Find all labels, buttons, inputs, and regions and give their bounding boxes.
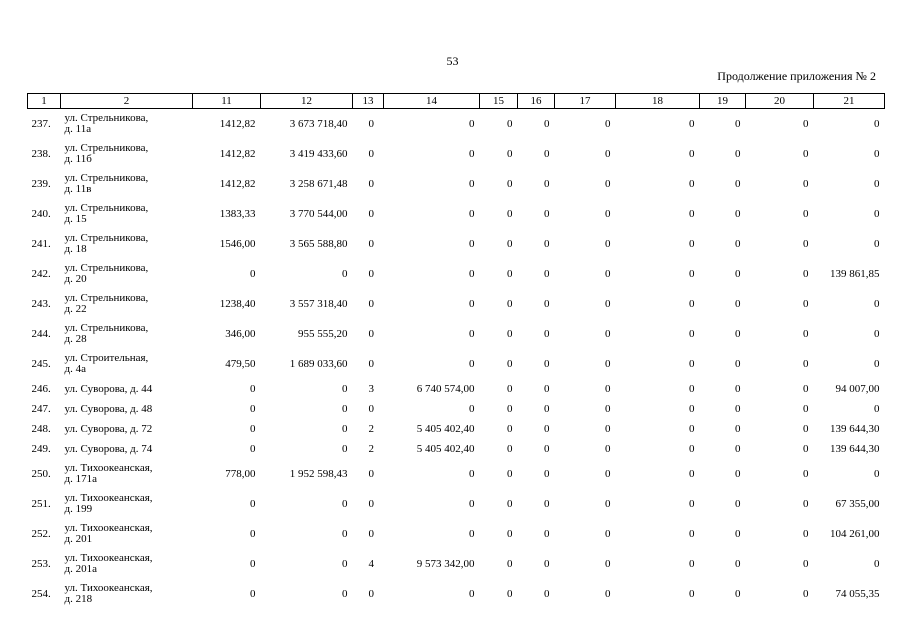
column-header: 20 (746, 94, 814, 109)
address-cell: ул. Стрельникова, д. 18 (64, 232, 149, 255)
table-row (28, 139, 885, 169)
cell-col-11: 1383,33 (219, 207, 256, 220)
table-row (28, 349, 885, 379)
table-row (28, 199, 885, 229)
cell-col-15: 0 (507, 117, 513, 130)
cell-col-15: 0 (507, 497, 513, 510)
header-row (28, 94, 885, 109)
cell-col-11: 0 (250, 557, 256, 570)
cell-col-21: 139 644,30 (830, 442, 880, 455)
cell-col-12: 0 (342, 527, 348, 540)
row-number: 252. (31, 527, 51, 540)
cell-col-14: 0 (469, 467, 475, 480)
cell-col-19: 0 (735, 402, 741, 415)
cell-col-21: 0 (874, 237, 880, 250)
cell-col-11: 1412,82 (219, 177, 256, 190)
cell-col-20: 0 (803, 442, 809, 455)
address-cell: ул. Суворова, д. 48 (64, 402, 153, 415)
row-number: 247. (31, 402, 51, 415)
cell-col-21: 0 (874, 357, 880, 370)
cell-col-13: 0 (368, 402, 374, 415)
address-cell: ул. Суворова, д. 72 (64, 422, 153, 435)
cell-col-15: 0 (507, 207, 513, 220)
row-number: 244. (31, 327, 51, 340)
cell-col-13: 0 (368, 587, 374, 600)
cell-col-21: 0 (874, 147, 880, 160)
row-number: 248. (31, 422, 51, 435)
cell-col-15: 0 (507, 357, 513, 370)
cell-col-13: 0 (368, 177, 374, 190)
cell-col-11: 0 (250, 527, 256, 540)
cell-col-14: 0 (469, 497, 475, 510)
cell-col-15: 0 (507, 402, 513, 415)
cell-col-17: 0 (605, 382, 611, 395)
cell-col-19: 0 (735, 557, 741, 570)
cell-col-18: 0 (689, 557, 695, 570)
cell-col-12: 1 689 033,60 (289, 357, 348, 370)
cell-col-21: 0 (874, 297, 880, 310)
cell-col-16: 0 (544, 117, 550, 130)
column-header: 16 (518, 94, 555, 109)
cell-col-21: 0 (874, 207, 880, 220)
cell-col-14: 0 (469, 587, 475, 600)
cell-col-15: 0 (507, 557, 513, 570)
row-number: 240. (31, 207, 51, 220)
cell-col-19: 0 (735, 382, 741, 395)
column-header: 2 (61, 94, 193, 109)
cell-col-11: 0 (250, 587, 256, 600)
cell-col-16: 0 (544, 297, 550, 310)
address-cell: ул. Тихоокеанская, д. 171а (64, 462, 153, 485)
cell-col-21: 139 861,85 (830, 267, 880, 280)
cell-col-14: 0 (469, 237, 475, 250)
cell-col-12: 0 (342, 587, 348, 600)
address-cell: ул. Тихоокеанская, д. 201а (64, 552, 153, 575)
cell-col-14: 0 (469, 402, 475, 415)
cell-col-19: 0 (735, 467, 741, 480)
cell-col-12: 0 (342, 382, 348, 395)
row-number: 243. (31, 297, 51, 310)
cell-col-16: 0 (544, 467, 550, 480)
cell-col-21: 0 (874, 327, 880, 340)
cell-col-18: 0 (689, 402, 695, 415)
cell-col-15: 0 (507, 267, 513, 280)
cell-col-19: 0 (735, 147, 741, 160)
address-cell: ул. Стрельникова, д. 11в (64, 172, 149, 195)
row-number: 251. (31, 497, 51, 510)
cell-col-16: 0 (544, 527, 550, 540)
cell-col-14: 0 (469, 117, 475, 130)
cell-col-20: 0 (803, 497, 809, 510)
table-row (28, 379, 885, 399)
cell-col-13: 0 (368, 297, 374, 310)
table-row (28, 439, 885, 459)
cell-col-20: 0 (803, 382, 809, 395)
table-body (28, 109, 885, 610)
cell-col-16: 0 (544, 177, 550, 190)
table-row (28, 319, 885, 349)
cell-col-19: 0 (735, 442, 741, 455)
cell-col-17: 0 (605, 467, 611, 480)
cell-col-16: 0 (544, 147, 550, 160)
cell-col-15: 0 (507, 147, 513, 160)
cell-col-11: 0 (250, 442, 256, 455)
cell-col-19: 0 (735, 357, 741, 370)
cell-col-18: 0 (689, 422, 695, 435)
cell-col-17: 0 (605, 527, 611, 540)
row-number: 242. (31, 267, 51, 280)
cell-col-12: 955 555,20 (298, 327, 348, 340)
cell-col-17: 0 (605, 402, 611, 415)
cell-col-14: 0 (469, 357, 475, 370)
cell-col-18: 0 (689, 497, 695, 510)
cell-col-20: 0 (803, 327, 809, 340)
cell-col-18: 0 (689, 237, 695, 250)
cell-col-12: 3 673 718,40 (289, 117, 348, 130)
cell-col-15: 0 (507, 467, 513, 480)
cell-col-15: 0 (507, 177, 513, 190)
address-cell: ул. Стрельникова, д. 22 (64, 292, 149, 315)
row-number: 245. (31, 357, 51, 370)
table-row (28, 489, 885, 519)
cell-col-17: 0 (605, 147, 611, 160)
cell-col-17: 0 (605, 587, 611, 600)
cell-col-14: 9 573 342,00 (416, 557, 475, 570)
cell-col-17: 0 (605, 327, 611, 340)
cell-col-20: 0 (803, 297, 809, 310)
cell-col-13: 2 (368, 422, 374, 435)
cell-col-13: 0 (368, 147, 374, 160)
table-row (28, 109, 885, 140)
address-cell: ул. Стрельникова, д. 11а (64, 112, 149, 135)
column-header: 18 (616, 94, 700, 109)
cell-col-13: 0 (368, 357, 374, 370)
column-header: 12 (261, 94, 353, 109)
cell-col-16: 0 (544, 587, 550, 600)
cell-col-20: 0 (803, 357, 809, 370)
cell-col-16: 0 (544, 327, 550, 340)
address-cell: ул. Тихоокеанская, д. 199 (64, 492, 153, 515)
table-row (28, 399, 885, 419)
cell-col-14: 0 (469, 147, 475, 160)
cell-col-16: 0 (544, 442, 550, 455)
cell-col-17: 0 (605, 357, 611, 370)
cell-col-13: 0 (368, 497, 374, 510)
cell-col-15: 0 (507, 422, 513, 435)
cell-col-20: 0 (803, 587, 809, 600)
column-header: 17 (555, 94, 616, 109)
cell-col-20: 0 (803, 117, 809, 130)
cell-col-12: 0 (342, 402, 348, 415)
cell-col-16: 0 (544, 557, 550, 570)
table-row (28, 229, 885, 259)
cell-col-17: 0 (605, 422, 611, 435)
column-header: 14 (384, 94, 480, 109)
table-row (28, 459, 885, 489)
cell-col-12: 1 952 598,43 (289, 467, 348, 480)
cell-col-14: 6 740 574,00 (416, 382, 475, 395)
cell-col-13: 0 (368, 237, 374, 250)
cell-col-21: 0 (874, 177, 880, 190)
row-number: 239. (31, 177, 51, 190)
address-cell: ул. Стрельникова, д. 28 (64, 322, 149, 345)
cell-col-15: 0 (507, 327, 513, 340)
cell-col-12: 3 770 544,00 (289, 207, 348, 220)
cell-col-21: 139 644,30 (830, 422, 880, 435)
cell-col-19: 0 (735, 327, 741, 340)
column-header: 11 (193, 94, 261, 109)
table-row (28, 579, 885, 609)
row-number: 250. (31, 467, 51, 480)
cell-col-17: 0 (605, 117, 611, 130)
cell-col-12: 3 258 671,48 (289, 177, 348, 190)
cell-col-14: 0 (469, 177, 475, 190)
address-cell: ул. Строительная, д. 4а (64, 352, 149, 375)
cell-col-18: 0 (689, 267, 695, 280)
address-cell: ул. Тихоокеанская, д. 201 (64, 522, 153, 545)
cell-col-14: 5 405 402,40 (416, 442, 475, 455)
row-number: 253. (31, 557, 51, 570)
cell-col-13: 0 (368, 267, 374, 280)
cell-col-20: 0 (803, 557, 809, 570)
column-header: 15 (480, 94, 518, 109)
cell-col-21: 0 (874, 557, 880, 570)
cell-col-20: 0 (803, 147, 809, 160)
address-cell: ул. Стрельникова, д. 20 (64, 262, 149, 285)
table-row (28, 549, 885, 579)
row-number: 237. (31, 117, 51, 130)
cell-col-18: 0 (689, 117, 695, 130)
cell-col-13: 2 (368, 442, 374, 455)
cell-col-18: 0 (689, 147, 695, 160)
cell-col-11: 778,00 (225, 467, 256, 480)
cell-col-11: 0 (250, 267, 256, 280)
cell-col-11: 1412,82 (219, 147, 256, 160)
cell-col-21: 0 (874, 467, 880, 480)
cell-col-11: 0 (250, 422, 256, 435)
cell-col-17: 0 (605, 497, 611, 510)
column-header: 21 (814, 94, 885, 109)
column-header: 19 (700, 94, 746, 109)
cell-col-14: 5 405 402,40 (416, 422, 475, 435)
cell-col-18: 0 (689, 207, 695, 220)
cell-col-17: 0 (605, 557, 611, 570)
table-row (28, 519, 885, 549)
cell-col-13: 0 (368, 527, 374, 540)
address-cell: ул. Суворова, д. 44 (64, 382, 153, 395)
cell-col-15: 0 (507, 237, 513, 250)
cell-col-21: 104 261,00 (830, 527, 880, 540)
cell-col-13: 4 (368, 557, 374, 570)
cell-col-17: 0 (605, 207, 611, 220)
row-number: 254. (31, 587, 51, 600)
column-header: 13 (353, 94, 384, 109)
row-number: 241. (31, 237, 51, 250)
cell-col-14: 0 (469, 297, 475, 310)
cell-col-15: 0 (507, 527, 513, 540)
cell-col-17: 0 (605, 297, 611, 310)
cell-col-12: 3 557 318,40 (289, 297, 348, 310)
cell-col-18: 0 (689, 357, 695, 370)
cell-col-18: 0 (689, 327, 695, 340)
cell-col-21: 67 355,00 (835, 497, 880, 510)
cell-col-21: 0 (874, 402, 880, 415)
cell-col-12: 0 (342, 422, 348, 435)
cell-col-12: 0 (342, 442, 348, 455)
cell-col-17: 0 (605, 442, 611, 455)
cell-col-16: 0 (544, 267, 550, 280)
cell-col-15: 0 (507, 442, 513, 455)
cell-col-14: 0 (469, 207, 475, 220)
cell-col-13: 0 (368, 327, 374, 340)
cell-col-19: 0 (735, 422, 741, 435)
cell-col-16: 0 (544, 357, 550, 370)
table-row (28, 419, 885, 439)
cell-col-11: 0 (250, 497, 256, 510)
cell-col-17: 0 (605, 237, 611, 250)
address-cell: ул. Стрельникова, д. 15 (64, 202, 149, 225)
cell-col-16: 0 (544, 382, 550, 395)
cell-col-19: 0 (735, 117, 741, 130)
cell-col-20: 0 (803, 422, 809, 435)
cell-col-12: 3 565 588,80 (289, 237, 348, 250)
cell-col-20: 0 (803, 467, 809, 480)
cell-col-11: 0 (250, 382, 256, 395)
cell-col-16: 0 (544, 237, 550, 250)
cell-col-18: 0 (689, 527, 695, 540)
cell-col-21: 94 007,00 (835, 382, 880, 395)
cell-col-11: 346,00 (225, 327, 256, 340)
cell-col-18: 0 (689, 297, 695, 310)
appendix-caption: Продолжение приложения № 2 (717, 69, 876, 83)
cell-col-11: 0 (250, 402, 256, 415)
cell-col-16: 0 (544, 207, 550, 220)
cell-col-16: 0 (544, 422, 550, 435)
cell-col-12: 0 (342, 267, 348, 280)
cell-col-19: 0 (735, 527, 741, 540)
cell-col-11: 1546,00 (219, 237, 256, 250)
cell-col-13: 3 (368, 382, 374, 395)
cell-col-17: 0 (605, 177, 611, 190)
cell-col-20: 0 (803, 267, 809, 280)
cell-col-19: 0 (735, 177, 741, 190)
cell-col-19: 0 (735, 207, 741, 220)
cell-col-20: 0 (803, 527, 809, 540)
data-table (27, 93, 885, 609)
cell-col-16: 0 (544, 497, 550, 510)
cell-col-13: 0 (368, 467, 374, 480)
address-cell: ул. Суворова, д. 74 (64, 442, 153, 455)
cell-col-21: 74 055,35 (835, 587, 880, 600)
row-number: 238. (31, 147, 51, 160)
cell-col-16: 0 (544, 402, 550, 415)
cell-col-15: 0 (507, 587, 513, 600)
cell-col-12: 0 (342, 557, 348, 570)
table-row (28, 259, 885, 289)
cell-col-19: 0 (735, 497, 741, 510)
cell-col-19: 0 (735, 237, 741, 250)
cell-col-15: 0 (507, 297, 513, 310)
address-cell: ул. Стрельникова, д. 11б (64, 142, 149, 165)
cell-col-15: 0 (507, 382, 513, 395)
cell-col-14: 0 (469, 327, 475, 340)
page-number: 53 (446, 54, 459, 68)
cell-col-11: 479,50 (225, 357, 256, 370)
cell-col-18: 0 (689, 587, 695, 600)
cell-col-20: 0 (803, 237, 809, 250)
cell-col-18: 0 (689, 442, 695, 455)
cell-col-12: 3 419 433,60 (289, 147, 348, 160)
cell-col-17: 0 (605, 267, 611, 280)
table-row (28, 289, 885, 319)
table-row (28, 169, 885, 199)
cell-col-11: 1412,82 (219, 117, 256, 130)
cell-col-13: 0 (368, 207, 374, 220)
cell-col-12: 0 (342, 497, 348, 510)
cell-col-20: 0 (803, 207, 809, 220)
cell-col-18: 0 (689, 467, 695, 480)
row-number: 249. (31, 442, 51, 455)
column-header: 1 (28, 94, 61, 109)
address-cell: ул. Тихоокеанская, д. 218 (64, 582, 153, 605)
cell-col-14: 0 (469, 267, 475, 280)
cell-col-19: 0 (735, 587, 741, 600)
cell-col-18: 0 (689, 382, 695, 395)
cell-col-18: 0 (689, 177, 695, 190)
cell-col-19: 0 (735, 267, 741, 280)
cell-col-19: 0 (735, 297, 741, 310)
row-number: 246. (31, 382, 51, 395)
cell-col-11: 1238,40 (219, 297, 256, 310)
cell-col-20: 0 (803, 402, 809, 415)
cell-col-21: 0 (874, 117, 880, 130)
cell-col-20: 0 (803, 177, 809, 190)
cell-col-14: 0 (469, 527, 475, 540)
cell-col-13: 0 (368, 117, 374, 130)
